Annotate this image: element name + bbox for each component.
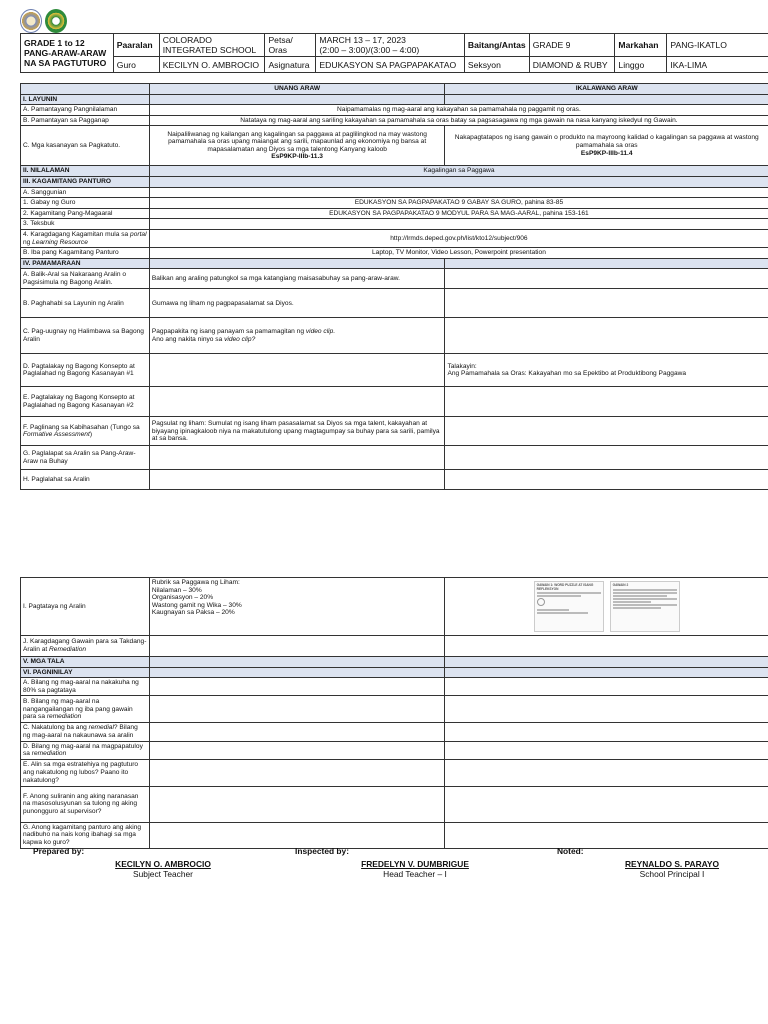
day2-header: IKALAWANG ARAW xyxy=(445,84,768,95)
noted-block xyxy=(557,846,757,879)
inspected-by-label: Inspected by: xyxy=(295,846,349,856)
layunin-c-label: C. Mga kasanayan sa Pagkatuto. xyxy=(21,126,150,166)
kagamitan-title: III. KAGAMITANG PANTURO xyxy=(21,176,150,187)
pagninilay-a-label: A. Bilang ng mag-aaral na nakakuha ng 80% sa pagtataya xyxy=(21,678,150,696)
teacher-value: KECILYN O. AMBROCIO xyxy=(159,57,265,73)
noted-name: REYNALDO S. PARAYO xyxy=(625,859,719,869)
paglalahat-label: H. Paglalahat sa Aralin xyxy=(21,470,150,490)
layunin-c-day1: Naipaliliwanag ng kailangan ang kagalingan sa paggawa at paglilingkod na may wastong pamamahala sa oras upang maiangat ang sarili, mapaunlad ang ekonomiya ng bansa at mapasalamatan ang Diyos sa mga talentong Kanyang kaloob EsP9KP-IIIb-11.3 xyxy=(149,126,445,166)
word-puzzle-thumbnail: GAWAIN 1: WORD PUZZLE AT ISANG REFLEKSYON xyxy=(534,581,604,632)
quarter-value: PANG-IKATLO xyxy=(667,34,768,57)
pagninilay-b-label: B. Bilang ng mag-aaral na nangangailangan ng iba pang gawain para sa remediation xyxy=(21,696,150,723)
iba-pang-kagamitan-label: B. Iba pang Kagamitang Panturo xyxy=(21,248,150,259)
competency-code: EsP9KP-IIIb-11.3 xyxy=(271,153,323,161)
balik-aral-day1: Balikan ang araling patungkol sa mga katangiang maisasabuhay sa pang-araw-araw. xyxy=(149,269,445,289)
gawain2-thumbnail: GAWAIN 2 xyxy=(610,581,680,632)
layunin-a-value: Naipamamalas ng mag-aaral ang kakayahan sa pamamahala ng paggamit ng oras. xyxy=(149,105,768,116)
prepared-by-label: Prepared by: xyxy=(33,846,85,856)
grade-value: GRADE 9 xyxy=(529,34,615,57)
pag-uugnay-day1: Pagpapakita ng isang panayam sa pamamagitan ng video clip. Ano ang nakita ninyo sa video clip? xyxy=(149,318,445,354)
nilalaman-title: II. NILALAMAN xyxy=(21,166,150,177)
header-logos xyxy=(20,9,67,35)
sanggunian-label: A. Sanggunian xyxy=(21,187,150,198)
mga-tala-title: V. MGA TALA xyxy=(21,657,150,668)
nilalaman-value: Kagalingan sa Paggawa xyxy=(149,166,768,177)
plan-title: GRADE 1 to 12 PANG-ARAW-ARAW NA SA PAGTUTURO xyxy=(21,34,114,73)
pagninilay-g-label: G. Anong kagamitang panturo ang aking nadibuho na nais kong ibahagi sa mga kapwa ko guro? xyxy=(21,822,150,848)
gabay-label: 1. Gabay ng Guro xyxy=(21,198,150,209)
layunin-a-label: A. Pamantayang Pangnilalaman xyxy=(21,105,150,116)
lesson-plan-table xyxy=(20,83,768,490)
competency-code: EsP9KP-IIIb-11.4 xyxy=(580,149,633,157)
pagninilay-d-label: D. Bilang ng mag-aaral na magpapatuloy sa remediation xyxy=(21,741,150,759)
teksbuk-label: 3. Teksbuk xyxy=(21,219,150,230)
date-value: MARCH 13 – 17, 2023 (2:00 – 3:00)/(3:00 – 4:00) xyxy=(316,34,464,57)
inspected-by-title: Head Teacher – I xyxy=(383,869,447,879)
paglinang-day1: Pagsulat ng liham: Sumulat ng isang liham pasasalamat sa Diyos sa mga talent, kakayahan at biyayang ipinagkaloob niya na makatutulong upang magtagumpay sa buhay para sa sarili, pamilya at sa bansa. xyxy=(149,417,445,446)
paghahabi-day1: Gumawa ng liham ng pagpapasalamat sa Diyos. xyxy=(149,289,445,318)
school-seal-icon xyxy=(45,9,67,33)
kagamitang-pang-magaaral-label: 2. Kagamitang Pang-Magaaral xyxy=(21,208,150,219)
layunin-title: I. LAYUNIN xyxy=(21,94,150,105)
school-value: COLORADO INTEGRATED SCHOOL xyxy=(159,34,265,57)
markahan-label: Markahan xyxy=(615,34,667,57)
karagdagang-kagamitan-label: 4. Karagdagang Kagamitan mula sa portal ng Learning Resource xyxy=(21,229,150,247)
paglalapat-label: G. Paglalapat sa Aralin sa Pang-Araw-Araw na Buhay xyxy=(21,446,150,470)
noted-label: Noted: xyxy=(557,846,584,856)
seksyon-label: Seksyon xyxy=(464,57,529,73)
baitang-label: Baitang/Antas xyxy=(464,34,529,57)
activity-thumbnail xyxy=(532,579,682,634)
iba-pang-kagamitan-value: Laptop, TV Monitor, Video Lesson, Powerpoint presentation xyxy=(149,248,768,259)
rubric: Rubrik sa Paggawa ng Liham: Nilalaman – 30% Organisasyon – 20% Wastong gamit ng Wika – 30% Kaugnayan sa Paksa – 20% xyxy=(149,578,444,636)
prepared-by-name: KECILYN O. AMBROCIO xyxy=(115,859,211,869)
subject-value: EDUKASYON SA PAGPAPAKATAO xyxy=(316,57,464,73)
gabay-value: EDUKASYON SA PAGPAPAKATAO 9 GABAY SA GURO, pahina 83-85 xyxy=(149,198,768,209)
pagtalakay-2-label: E. Pagtalakay ng Bagong Konsepto at Paglalahad ng Bagong Kasanayan #2 xyxy=(21,387,150,417)
pag-uugnay-label: C. Pag-uugnay ng Halimbawa sa Bagong Aralin xyxy=(21,318,150,354)
guro-label: Guro xyxy=(113,57,159,73)
lesson-plan-table-continued xyxy=(20,577,768,849)
pagninilay-title: VI. PAGNINILAY xyxy=(21,667,150,678)
paghahabi-label: B. Paghahabi sa Layunin ng Aralin xyxy=(21,289,150,318)
layunin-c-day2: Nakapagtatapos ng isang gawain o produkto na mayroong kalidad o kagalingan sa paggawa at wastong pamamahala sa oras EsP9KP-IIIb-11.4 xyxy=(445,126,768,166)
linggo-label: Linggo xyxy=(615,57,667,73)
day1-header: UNANG ARAW xyxy=(149,84,445,95)
inspected-by-block xyxy=(295,846,495,879)
pagtataya-day2 xyxy=(445,578,768,636)
petsa-label: Petsa/ Oras xyxy=(265,34,316,57)
layunin-b-value: Natataya ng mag-aaral ang sariling kakayahan sa pamamahala sa oras batay sa pagsasagawa ng mga gawain na nasa kanyang iskedyul ng Gawain. xyxy=(149,115,768,126)
noted-title: School Principal I xyxy=(639,869,705,879)
takdang-aralin-label: J. Karagdagang Gawain para sa Takdang-Aralin at Remediation xyxy=(21,636,150,657)
pagtalakay-1-day2: Talakayin: Ang Pamamahala sa Oras: Kakayahan mo sa Epektibo at Produktibong Paggawa xyxy=(445,354,768,387)
prepared-by-block xyxy=(33,846,233,879)
pagninilay-f-label: F. Anong suliranin ang aking naranasan na masosolusyunan sa tulong ng aking punongguro at supervisor? xyxy=(21,786,150,822)
header-table xyxy=(20,33,768,73)
pamamaraan-title: IV. PAMAMARAAN xyxy=(21,258,150,269)
inspected-by-name: FREDELYN V. DUMBRIGUE xyxy=(361,859,469,869)
layunin-b-label: B. Pamantayan sa Pagganap xyxy=(21,115,150,126)
balik-aral-label: A. Balik-Aral sa Nakaraang Aralin o Pagsisimula ng Bagong Aralin. xyxy=(21,269,150,289)
pagtataya-label: I. Pagtataya ng Aralin xyxy=(21,578,150,636)
pagninilay-c-label: C. Nakatulong ba ang remedial? Bilang ng mag-aaral na nakaunawa sa aralin xyxy=(21,723,150,741)
lrmds-link[interactable]: http://lrmds.deped.gov.ph/list/kto12/subject/906 xyxy=(149,229,768,247)
paaralan-label: Paaralan xyxy=(113,34,159,57)
asignatura-label: Asignatura xyxy=(265,57,316,73)
kagamitang-pang-magaaral-value: EDUKASYON SA PAGPAPAKATAO 9 MODYUL PARA SA MAG-AARAL, pahina 153-161 xyxy=(149,208,768,219)
week-value: IKA-LIMA xyxy=(667,57,768,73)
paglinang-label: F. Paglinang sa Kabihasahan (Tungo sa Formative Assessment) xyxy=(21,417,150,446)
section-value: DIAMOND & RUBY xyxy=(529,57,615,73)
prepared-by-title: Subject Teacher xyxy=(133,869,193,879)
deped-seal-icon xyxy=(20,9,42,33)
pagtalakay-1-label: D. Pagtalakay ng Bagong Konsepto at Paglalahad ng Bagong Kasanayan #1 xyxy=(21,354,150,387)
pagninilay-e-label: E. Alin sa mga estratehiya ng pagtuturo ang nakatulong ng lubos? Paano ito nakatulong? xyxy=(21,759,150,786)
